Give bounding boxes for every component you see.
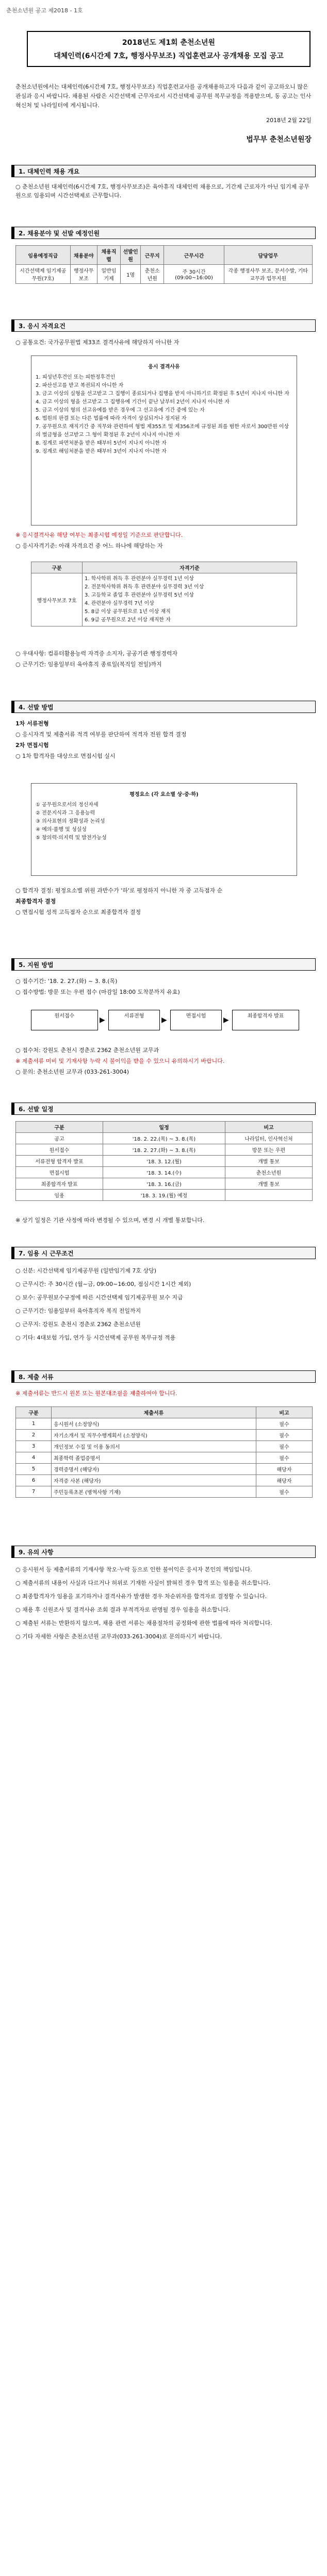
notice-header: 춘천소년원 공고 제2018 - 1호 [6,7,83,14]
cell: 최종학력 졸업증명서 [52,1452,256,1464]
cell: 해당자 [256,1475,313,1486]
section-2-heading: 2. 채용분야 및 선발 예정인원 [11,227,316,239]
section-8-note [15,1389,313,1400]
s9-item: ○ 채용 후 신원조사 및 결격사유 조회 결과 부적격자로 판명될 경우 임용을 취소합니다. [15,1606,231,1613]
cell: 필수 [256,1452,313,1464]
th-qual-criteria: 자격기준 [83,562,297,573]
cell: '18. 2. 22.(목) ~ 3. 8.(목) [103,1133,225,1144]
recruit-table-header [16,246,313,265]
th-duties: 담당업무 [224,246,312,265]
criteria-item: ① 공무원으로서의 정신자세 [36,802,99,808]
process-flow [31,1005,299,1036]
section-4-result [15,886,313,919]
s4-sub2: 2차 면접시험 [15,742,49,749]
s9-item: ○ 응시원서 등 제출서류의 기재사항 착오·누락 등으로 인한 불이익은 응시자 본인의 책임입니다. [15,1566,252,1573]
section-1-heading: 1. 대체인력 채용 개요 [11,165,316,177]
recruit-table [15,245,313,284]
cell: 1 [16,1418,52,1430]
qual-item: 4. 관련분야 실무경력 7년 이상 [85,601,154,606]
section-9-heading: 9. 유의 사항 [11,1546,316,1558]
table-row [16,1144,313,1156]
th-docs-name: 제출서류 [52,1407,256,1418]
flow-step: 최종합격자 발표 [232,1010,299,1030]
s1-text: ○ 춘천소년원 대체인력(6시간제 7호, 행정사무보조)은 육아휴직 대체인력 채용으로, 기간제 근로자가 아닌 임기제 공무원으로 임용되며 시간선택제로 근무합니다. [15,183,309,199]
criteria-item: ② 전문지식과 그 응용능력 [36,810,95,816]
s7-item: ○ 근무기간: 임용일부터 육아휴직자 복직 전일까지 [15,1308,141,1314]
table-row [16,1430,313,1441]
s7-item: ○ 근무지: 강원도 춘천시 경춘로 2362 춘천소년원 [15,1321,141,1328]
cell: 개인정보 수집 및 이용 동의서 [52,1441,256,1452]
s4-text3: ○ 합격자 결정: 평정요소별 위원 과반수가 '하'로 평정하지 아니한 자 중 고득점자 순 [15,887,223,894]
th-sched-type: 구분 [16,1122,103,1133]
table-row [16,1452,313,1464]
intro-text: 춘천소년원에서는 대체인력(6시간제 7호, 행정사무보조) 직업훈련교사를 공개채용하고자 다음과 같이 공고하오니 많은 관심과 응시 바랍니다. 채용된 사람은 시간선택제 근무자로서 시간선택제 공무원 복무규정을 적용받으며, 동 공고는 인사혁신처 및 나라일터에 게시됩니다. [15,83,312,109]
section-8-heading: 8. 제출 서류 [11,1370,316,1383]
cell: 춘천소년원 [141,265,164,284]
th-qual-type: 구분 [31,562,83,573]
cell: '18. 2. 27.(화) ~ 3. 8.(목) [103,1144,225,1156]
s9-item: ○ 제출된 서류는 반환하지 않으며, 채용 관련 서류는 채용절차의 공정화에 관한 법률에 따라 처리합니다. [15,1620,272,1626]
s4-text2: ○ 1차 합격자를 대상으로 면접시험 실시 [15,753,116,759]
cell: 5 [16,1464,52,1475]
cell: 면접시험 [16,1167,103,1178]
cell: 자기소개서 및 직무수행계획서 (소정양식) [52,1430,256,1441]
th-sched-date: 일정 [103,1122,225,1133]
th-field: 채용분야 [70,246,97,265]
cell: 해당자 [256,1464,313,1475]
table-row [16,265,313,284]
s5-text1: ○ 접수기간: '18. 2. 27.(화) ~ 3. 8.(목) [15,978,118,985]
s5-note: ※ 제출서류 미비 및 기재사항 누락 시 불이익을 받을 수 있으니 유의하시기 바랍니다. [15,1058,225,1064]
section-3-notes [15,531,313,552]
section-1-body [15,182,313,202]
section-5-body [15,977,313,998]
cell: 일반임기제 [97,265,120,284]
s4-text1: ○ 응시자격 및 제출서류 적격 여부를 판단하여 적격자 전원 합격 결정 [15,731,187,738]
table-row [16,1156,313,1167]
th-grade: 임용예정직급 [16,246,71,265]
criteria-item: ⑤ 창의력·의지력 및 발전가능성 [36,835,107,841]
cell: 시간선택제 임기제공무원(7호) [16,265,71,284]
s3-text5: ○ 근무기간: 임용일부터 육아휴직 종료일(복직일 전일)까지 [15,661,162,668]
cell: 3 [16,1441,52,1452]
cell: 자격증 사본 (해당자) [52,1475,256,1486]
cell: 필수 [256,1430,313,1441]
cell [225,1190,313,1201]
cell: 주 30시간 (09:00~16:00) [164,265,224,284]
s7-item: ○ 근무시간: 주 30시간 (월~금, 09:00~16:00, 점심시간 1시간 제외) [15,1281,191,1287]
s3-text1: ○ 공통요건: 국가공무원법 제33조 결격사유에 해당하지 아니한 자 [15,339,179,346]
s8-note: ※ 제출서류는 반드시 원본 또는 원본대조필을 제출하여야 합니다. [15,1390,177,1397]
cell: 필수 [256,1486,313,1498]
qual-item: 5. 8급 이상 공무원으로 1년 이상 재직 [85,609,171,615]
section-4-heading: 4. 선발 방법 [11,701,316,713]
issuing-org: 법무부 춘천소년원장 [246,135,312,144]
section-9-body [15,1564,313,1645]
qual-row-label: 행정사무보조 7호 [31,573,83,626]
table-row [16,1133,313,1144]
arrow-icon: ▶ [100,1016,105,1024]
table-row [16,1178,313,1190]
disq-item: 8. 징계로 파면처분을 받은 때부터 5년이 지나지 아니한 자 [36,440,167,446]
table-row [16,1486,313,1498]
docs-header [16,1407,313,1418]
qual-item: 6. 9급 공무원으로 2년 이상 재직한 자 [85,617,171,623]
s5-text2: ○ 접수방법: 방문 또는 우편 접수 (마감일 18:00 도착분까지 유효) [15,989,180,995]
cell: 응시원서 (소정양식) [52,1418,256,1430]
flow-step: 서류전형 [108,1010,160,1030]
th-count: 선발인원 [121,246,141,265]
s5-text4: ○ 문의: 춘천소년원 교무과 (033-261-3004) [15,1069,129,1075]
cell: 6 [16,1475,52,1486]
qual-item: 3. 고등학교 졸업 후 관련분야 실무경력 5년 이상 [85,592,194,598]
cell: 최종합격자 발표 [16,1178,103,1190]
table-row [31,573,297,626]
th-docs-no: 구분 [16,1407,52,1418]
s3-text4: ○ 우대사항: 컴퓨터활용능력 자격증 소지자, 공공기관 행정경력자 [15,650,178,657]
criteria-item: ④ 예의·품행 및 성실성 [36,827,87,833]
table-row [16,1190,313,1201]
arrow-icon: ▶ [223,1016,229,1024]
table-row [16,1464,313,1475]
section-3-intro [15,338,313,349]
qual-item: 2. 전문학사학위 취득 후 관련분야 실무경력 3년 이상 [85,584,204,590]
th-series: 채용직렬 [97,246,120,265]
cell: 2 [16,1430,52,1441]
cell: 행정사무보조 [70,265,97,284]
th-sched-note: 비고 [225,1122,313,1133]
s4-sub3: 최종합격자 결정 [15,898,56,905]
title-line-1: 2018년도 제1회 춘천소년원 [122,39,216,47]
section-6-heading: 6. 선발 일정 [11,1103,316,1115]
section-5-notes [15,1046,313,1078]
section-5-heading: 5. 지원 방법 [11,958,316,971]
qual-criteria-cell [83,573,297,626]
disq-item: 4. 금고 이상의 형을 선고받고 그 집행유예 기간이 끝난 날부터 2년이 지나지 아니한 자 [36,399,230,405]
qualification-table [31,562,297,626]
disq-item: 3. 금고 이상의 실형을 선고받고 그 집행이 종료되거나 집행을 받지 아니하기로 확정된 후 5년이 지나지 아니한 자 [36,391,289,397]
section-4-body [15,719,313,762]
cell: 1명 [121,265,141,284]
cell: '18. 3. 14.(수) [103,1167,225,1178]
section-3-heading: 3. 응시 자격요건 [11,319,316,332]
title-line-2: 대체인력(6시간제 7호, 행정사무보조) 직업훈련교사 공개채용 모집 공고 [54,52,284,60]
disq-item: 6. 법원의 판결 또는 다른 법률에 따라 자격이 상실되거나 정지된 자 [36,416,187,421]
schedule-header [16,1122,313,1133]
cell: 방문 또는 우편 [225,1144,313,1156]
s9-item: ○ 제출서류의 내용이 사실과 다르거나 허위로 기재한 사실이 밝혀진 경우 합격 또는 임용을 취소합니다. [15,1580,271,1586]
cell: 경력증명서 (해당자) [52,1464,256,1475]
s9-item: ○ 최종합격자가 임용을 포기하거나 결격사유가 발생한 경우 차순위자를 합격자로 결정할 수 있습니다. [15,1593,267,1600]
cell: 필수 [256,1418,313,1430]
th-docs-note: 비고 [256,1407,313,1418]
cell: 4 [16,1452,52,1464]
qual-header [31,562,297,573]
table-row [16,1418,313,1430]
table-row [16,1167,313,1178]
disq-item: 9. 징계로 해임처분을 받은 때부터 3년이 지나지 아니한 자 [36,449,167,454]
s5-text3: ○ 접수처: 강원도 춘천시 경춘로 2362 춘천소년원 교무과 [15,1047,159,1054]
s7-item: ○ 기타: 4대보험 가입, 연가 등 시간선택제 공무원 복무규정 적용 [15,1334,176,1341]
table-row [16,1475,313,1486]
flow-step: 원서접수 [31,1010,98,1030]
s6-note: ※ 상기 일정은 기관 사정에 따라 변경될 수 있으며, 변경 시 개별 통보합니다. [15,1217,205,1224]
cell: 7 [16,1486,52,1498]
schedule-table [15,1121,313,1201]
s4-text4: ○ 면접시험 성적 고득점자 순으로 최종합격자 결정 [15,909,141,916]
flow-step: 면접시험 [170,1010,222,1030]
th-workplace: 근무지 [141,246,164,265]
s7-item: ○ 보수: 공무원보수규정에 따른 시간선택제 임기제공무원 보수 지급 [15,1294,183,1301]
disq-item: 5. 금고 이상의 형의 선고유예를 받은 경우에 그 선고유예 기간 중에 있는 자 [36,408,205,413]
s9-item: ○ 기타 자세한 사항은 춘천소년원 교무과(033-261-3004)로 문의하시기 바랍니다. [15,1633,222,1640]
disq-item: 7. 공무원으로 재직기간 중 직무와 관련하여 형법 제355조 및 제356조에 규정된 죄를 범한 자로서 300만원 이상의 벌금형을 선고받고 그 형이 확정된 후 2년이 지나지 아니한 자 [36,424,289,438]
disq-heading: 응시 결격사유 [148,364,180,370]
s3-text2: ○ 응시자격기준: 아래 자격요건 중 어느 하나에 해당하는 자 [15,543,163,549]
disqualification-box [31,355,297,526]
criteria-box [31,783,297,876]
criteria-heading: 평정요소 (각 요소별 상·중·하) [129,792,199,798]
cell: 각종 행정사무 보조, 문서수발, 기타 교무과 업무지원 [224,265,312,284]
cell: 서류전형 합격자 발표 [16,1156,103,1167]
cell: '18. 3. 16.(금) [103,1178,225,1190]
section-7-heading: 7. 임용 시 근무조건 [11,1247,316,1259]
s4-sub1: 1차 서류전형 [15,720,49,727]
section-3-extra [15,649,313,671]
documents-table [15,1406,313,1498]
disq-item: 1. 피성년후견인 또는 피한정후견인 [36,375,116,380]
cell: 임용 [16,1190,103,1201]
cell: 개별 통보 [225,1156,313,1167]
section-6-note [15,1216,313,1227]
cell: 필수 [256,1441,313,1452]
cell: 주민등록초본 (병역사항 기재) [52,1486,256,1498]
criteria-item: ③ 의사표현의 정확성과 논리성 [36,819,105,824]
cell: 나라일터, 인사혁신처 [225,1133,313,1144]
table-row [16,1441,313,1452]
section-7-body [15,1265,313,1346]
notice-date: 2018년 2월 22일 [266,117,312,124]
s3-text3: ※ 응시결격사유 해당 여부는 최종시험 예정일 기준으로 판단합니다. [15,532,183,538]
th-hours: 근무시간 [164,246,224,265]
qual-item: 1. 학사학위 취득 후 관련분야 실무경력 1년 이상 [85,576,194,582]
s7-item: ○ 신분: 시간선택제 임기제공무원 (일반임기제 7호 상당) [15,1267,157,1274]
cell: 춘천소년원 [225,1167,313,1178]
title-box [27,31,310,67]
cell: 원서접수 [16,1144,103,1156]
cell: 공고 [16,1133,103,1144]
cell: '18. 3. 19.(월) 예정 [103,1190,225,1201]
cell: 개별 통보 [225,1178,313,1190]
arrow-icon: ▶ [161,1016,167,1024]
cell: '18. 3. 12.(월) [103,1156,225,1167]
disq-item: 2. 파산선고를 받고 복권되지 아니한 자 [36,383,124,388]
